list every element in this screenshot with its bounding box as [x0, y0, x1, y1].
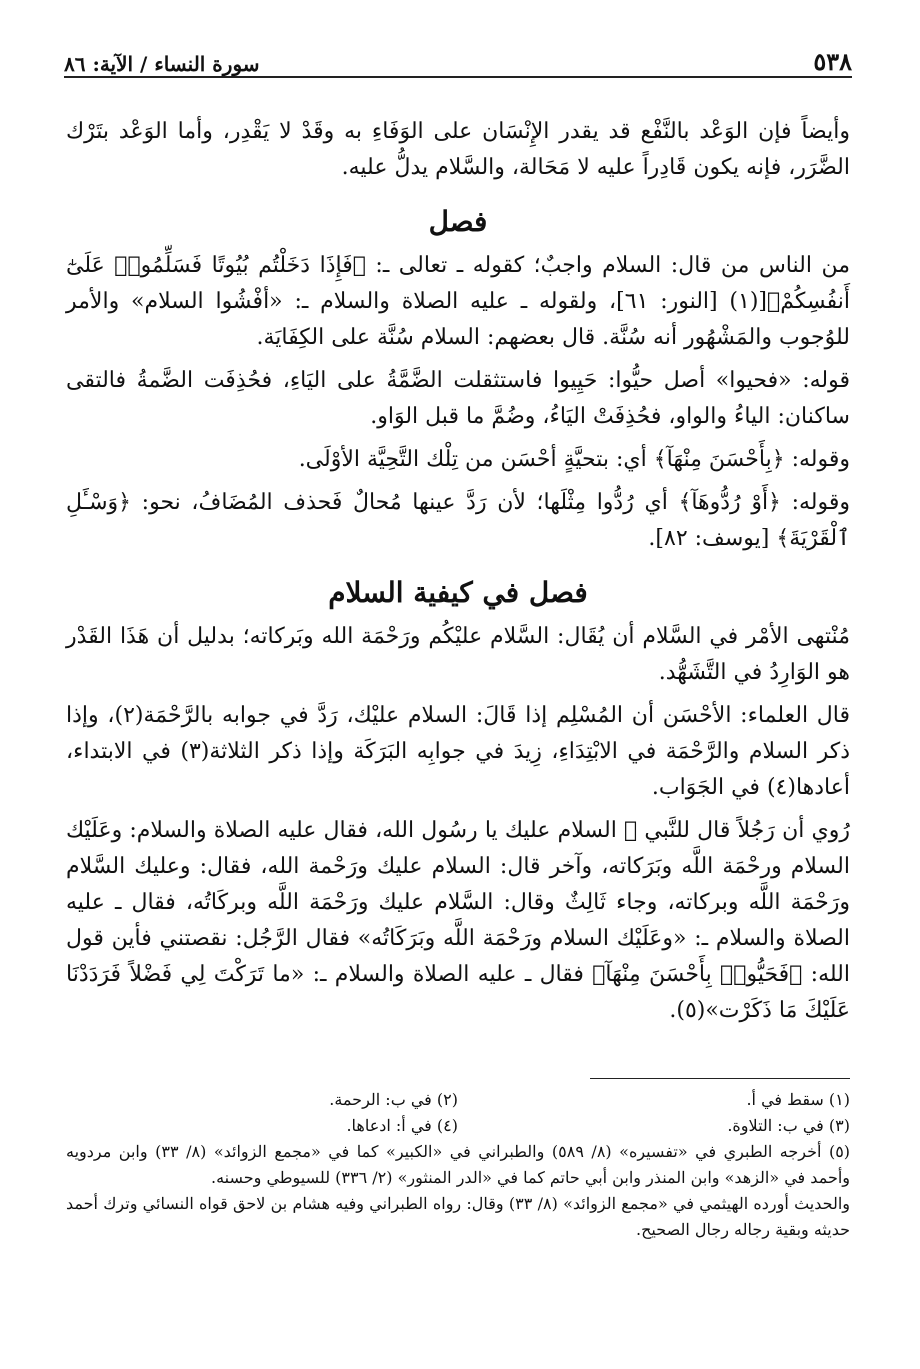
page-number: ٥٣٨	[813, 47, 852, 76]
footnote: (٤) في أ: ادعاها.	[346, 1116, 458, 1135]
intro-paragraph: وأيضاً فإن الوَعْد بالنَّفْع قد يقدر الإِنْسَان على الوَفَاءِ به وقَدْ لا يَقْدِر، وأما الوَعْد بتَرْك الضَّرَر، فإنه يكون قَادِراً عليه لا مَحَالة، والسَّلام يدلُّ عليه.	[66, 119, 850, 180]
paragraph: قوله: «فحيوا» أصل حيُّوا: حَيِيوا فاستثقلت الضَّمَّةُ على اليَاءِ، فحُذِفَت الضَّمةُ فالتقى ساكنان: الياءُ والواو، فحُذِفَتْ اليَاءُ، وضُمَّ ما قبل الوَاو.	[66, 368, 850, 429]
footnote: (٥) أخرجه الطبري في «تفسيره» (٨/ ٥٨٩) والطبراني في «الكبير» كما في «مجمع الزوائد» (٨/ ٣٣) وابن مردويه وأحمد في «الزهد» وابن المنذر وابن أبي حاتم كما في «الدر المنثور» (٢/ ٣٣٦) للسيوطي وحسنه.	[66, 1142, 851, 1187]
footnote: (٣) في ب: التلاوة.	[727, 1116, 850, 1135]
footnote: والحديث أورده الهيثمي في «مجمع الزوائد» (٨/ ٣٣) وقال: رواه الطبراني وفيه هشام بن لاحق قواه النسائي وترك أحمد حديثه وبقية رجاله رجال الصحيح.	[66, 1194, 850, 1239]
running-title: سورة النساء / الآية: ٨٦	[64, 52, 260, 76]
section-heading: فصل في كيفية السلام	[328, 576, 588, 609]
footnotes	[66, 1078, 850, 1243]
paragraph: وقوله: ﴿بِأَحْسَنَ مِنْهَآ﴾ أي: بتحيَّةٍ أحْسَن من تِلْك التَّحِيَّة الأوْلَى.	[298, 447, 850, 472]
footnote-row	[66, 1087, 850, 1113]
paragraph: قال العلماء: الأحْسَن أن المُسْلِم إذا قَالَ: السلام عليْك، رَدَّ في جوابه بالرَّحْمَة(٢)، وإذا ذكر السلام والرَّحْمَة في الابْتِدَاءِ، زِيدَ في جوابِه البَرَكَة وإذا ذكر الثلاثة(٣) في الابتداء، أعادها(٤) في الجَوَاب.	[66, 703, 850, 800]
paragraph: من الناس من قال: السلام واجبٌ؛ كقوله ـ تعالى ـ: ﴿فَإِذَا دَخَلْتُم بُيُوتًا فَسَلِّمُوا۟ عَلَىٰٓ أَنفُسِكُمْ﴾[(١) [النور: ٦١]، ولقوله ـ عليه الصلاة والسلام ـ: «أفْشُوا السلام» والأمر للوُجوب والمَشْهُور أنه سُنَّة. قال بعضهم: السلام سُنَّة على الكِفَايَة.	[66, 253, 850, 350]
paragraph: مُنْتهى الأمْر في السَّلام أن يُقَال: السَّلام عليْكُم ورَحْمَة الله وبَركاته؛ بدليل أن هَذَا القَدْر هو الوَارِدُ في التَّشَهُّد.	[66, 624, 850, 685]
footnote-divider	[590, 1078, 850, 1079]
paragraph: وقوله: ﴿أَوْ رُدُّوهَآ﴾ أي رُدُّوا مِثْلَها؛ لأن رَدَّ عينها مُحالٌ فَحذف المُضَافُ، نحو: ﴿وَسْـَٔلِ ٱلْقَرْيَةَ﴾ [يوسف: ٨٢].	[66, 490, 850, 551]
main-text	[66, 114, 850, 1036]
section-heading: فصل	[428, 205, 488, 238]
paragraph: رُوي أن رَجُلاً قال للنَّبي ﷺ السلام عليك يا رسُول الله، فقال عليه الصلاة والسلام: وعَلَيْك السلام ورحْمَة اللَّه وبَرَكاته، وآخر قال: السلام عليك ورَحْمة الله، فقال: وعليك السَّلام ورَحْمَة اللَّه وبركاته، وجاء ثَالِثٌ وقال: السَّلام عليك ورَحْمَة اللَّه وبركَاتُه، فقال ـ عليه الصلاة والسلام ـ: «وعَلَيْك السلام ورَحْمَة اللَّه وبَرَكَاتُه» فقال الرَّجُل: نقصتني فأين قول الله: ﴿فَحَيُّوا۟ بِأَحْسَنَ مِنْهَآ﴾ فقال ـ عليه الصلاة والسلام ـ: «ما تَرَكْتَ لِي فَضْلاً فَرَدَدْنَا عَلَيْكَ مَا ذَكَرْت»(٥).	[66, 818, 850, 1023]
footnote-row	[66, 1113, 850, 1139]
footnote: (١) سقط في أ.	[746, 1090, 850, 1109]
footnote: (٢) في ب: الرحمة.	[329, 1090, 458, 1109]
page-header	[64, 36, 852, 78]
